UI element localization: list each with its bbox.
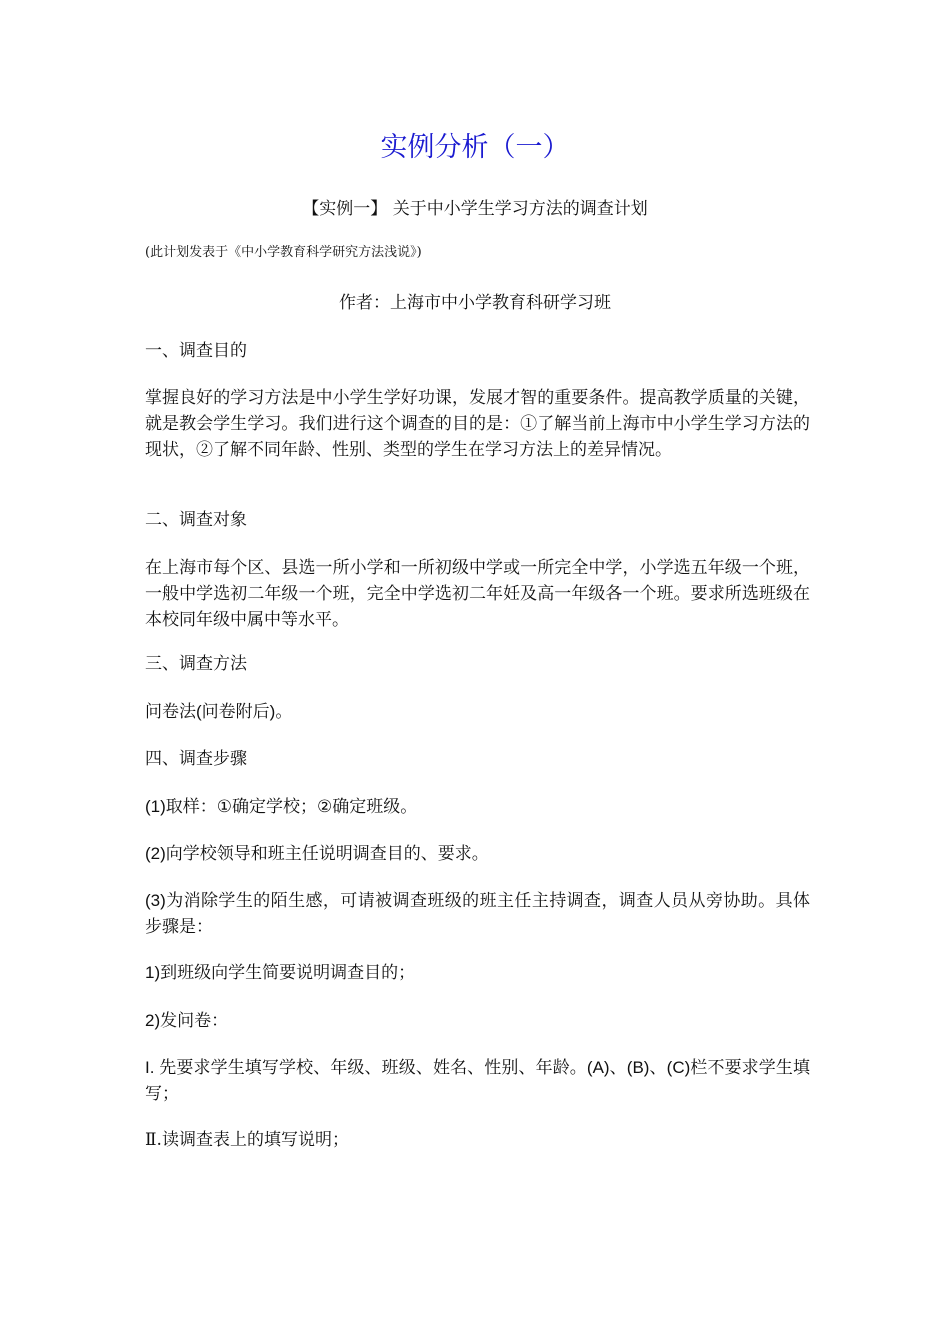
section-heading-subjects: 二、调查对象 [145, 510, 247, 530]
roman-list-item: Ⅱ.读调查表上的填写说明； [145, 1130, 349, 1150]
publication-note: (此计划发表于《中小学教育科学研究方法浅说》) [145, 245, 422, 260]
substep-item: 2)发问卷： [145, 1011, 229, 1030]
section-heading-steps: 四、调查步骤 [145, 749, 247, 769]
section-body-method: 问卷法(问卷附后)。 [145, 702, 293, 721]
step-item: (1)取样：①确定学校；②确定班级。 [145, 797, 418, 816]
substep-item: 1)到班级向学生简要说明调查目的； [145, 963, 416, 982]
step-item: (3)为消除学生的陌生感，可请被调查班级的班主任主持调查，调查人员从旁协助。具体步骤是： [145, 891, 810, 936]
step-item: (2)向学校领导和班主任说明调查目的、要求。 [145, 844, 489, 863]
author-line: 作者：上海市中小学教育科研学习班 [339, 293, 611, 313]
section-heading-method: 三、调查方法 [145, 654, 247, 674]
roman-list-item: I. 先要求学生填写学校、年级、班级、姓名、性别、年龄。(A)、(B)、(C)栏不要求学生填写； [145, 1058, 810, 1103]
document-title: 实例分析（一） [380, 132, 570, 163]
section-heading-purpose: 一、调查目的 [145, 341, 247, 361]
document-subtitle: 【实例一】 关于中小学生学习方法的调查计划 [302, 199, 648, 219]
section-body-purpose: 掌握良好的学习方法是中小学生学好功课，发展才智的重要条件。提高教学质量的关键，就是教会学生学习。我们进行这个调查的目的是：①了解当前上海市中小学生学习方法的现状，②了解不同年龄、性别、类型的学生在学习方法上的差异情况。 [145, 388, 810, 460]
section-body-subjects: 在上海市每个区、县选一所小学和一所初级中学或一所完全中学，小学选五年级一个班，一般中学选初二年级一个班，完全中学选初二年妊及高一年级各一个班。要求所选班级在本校同年级中属中等水平。 [145, 558, 810, 630]
